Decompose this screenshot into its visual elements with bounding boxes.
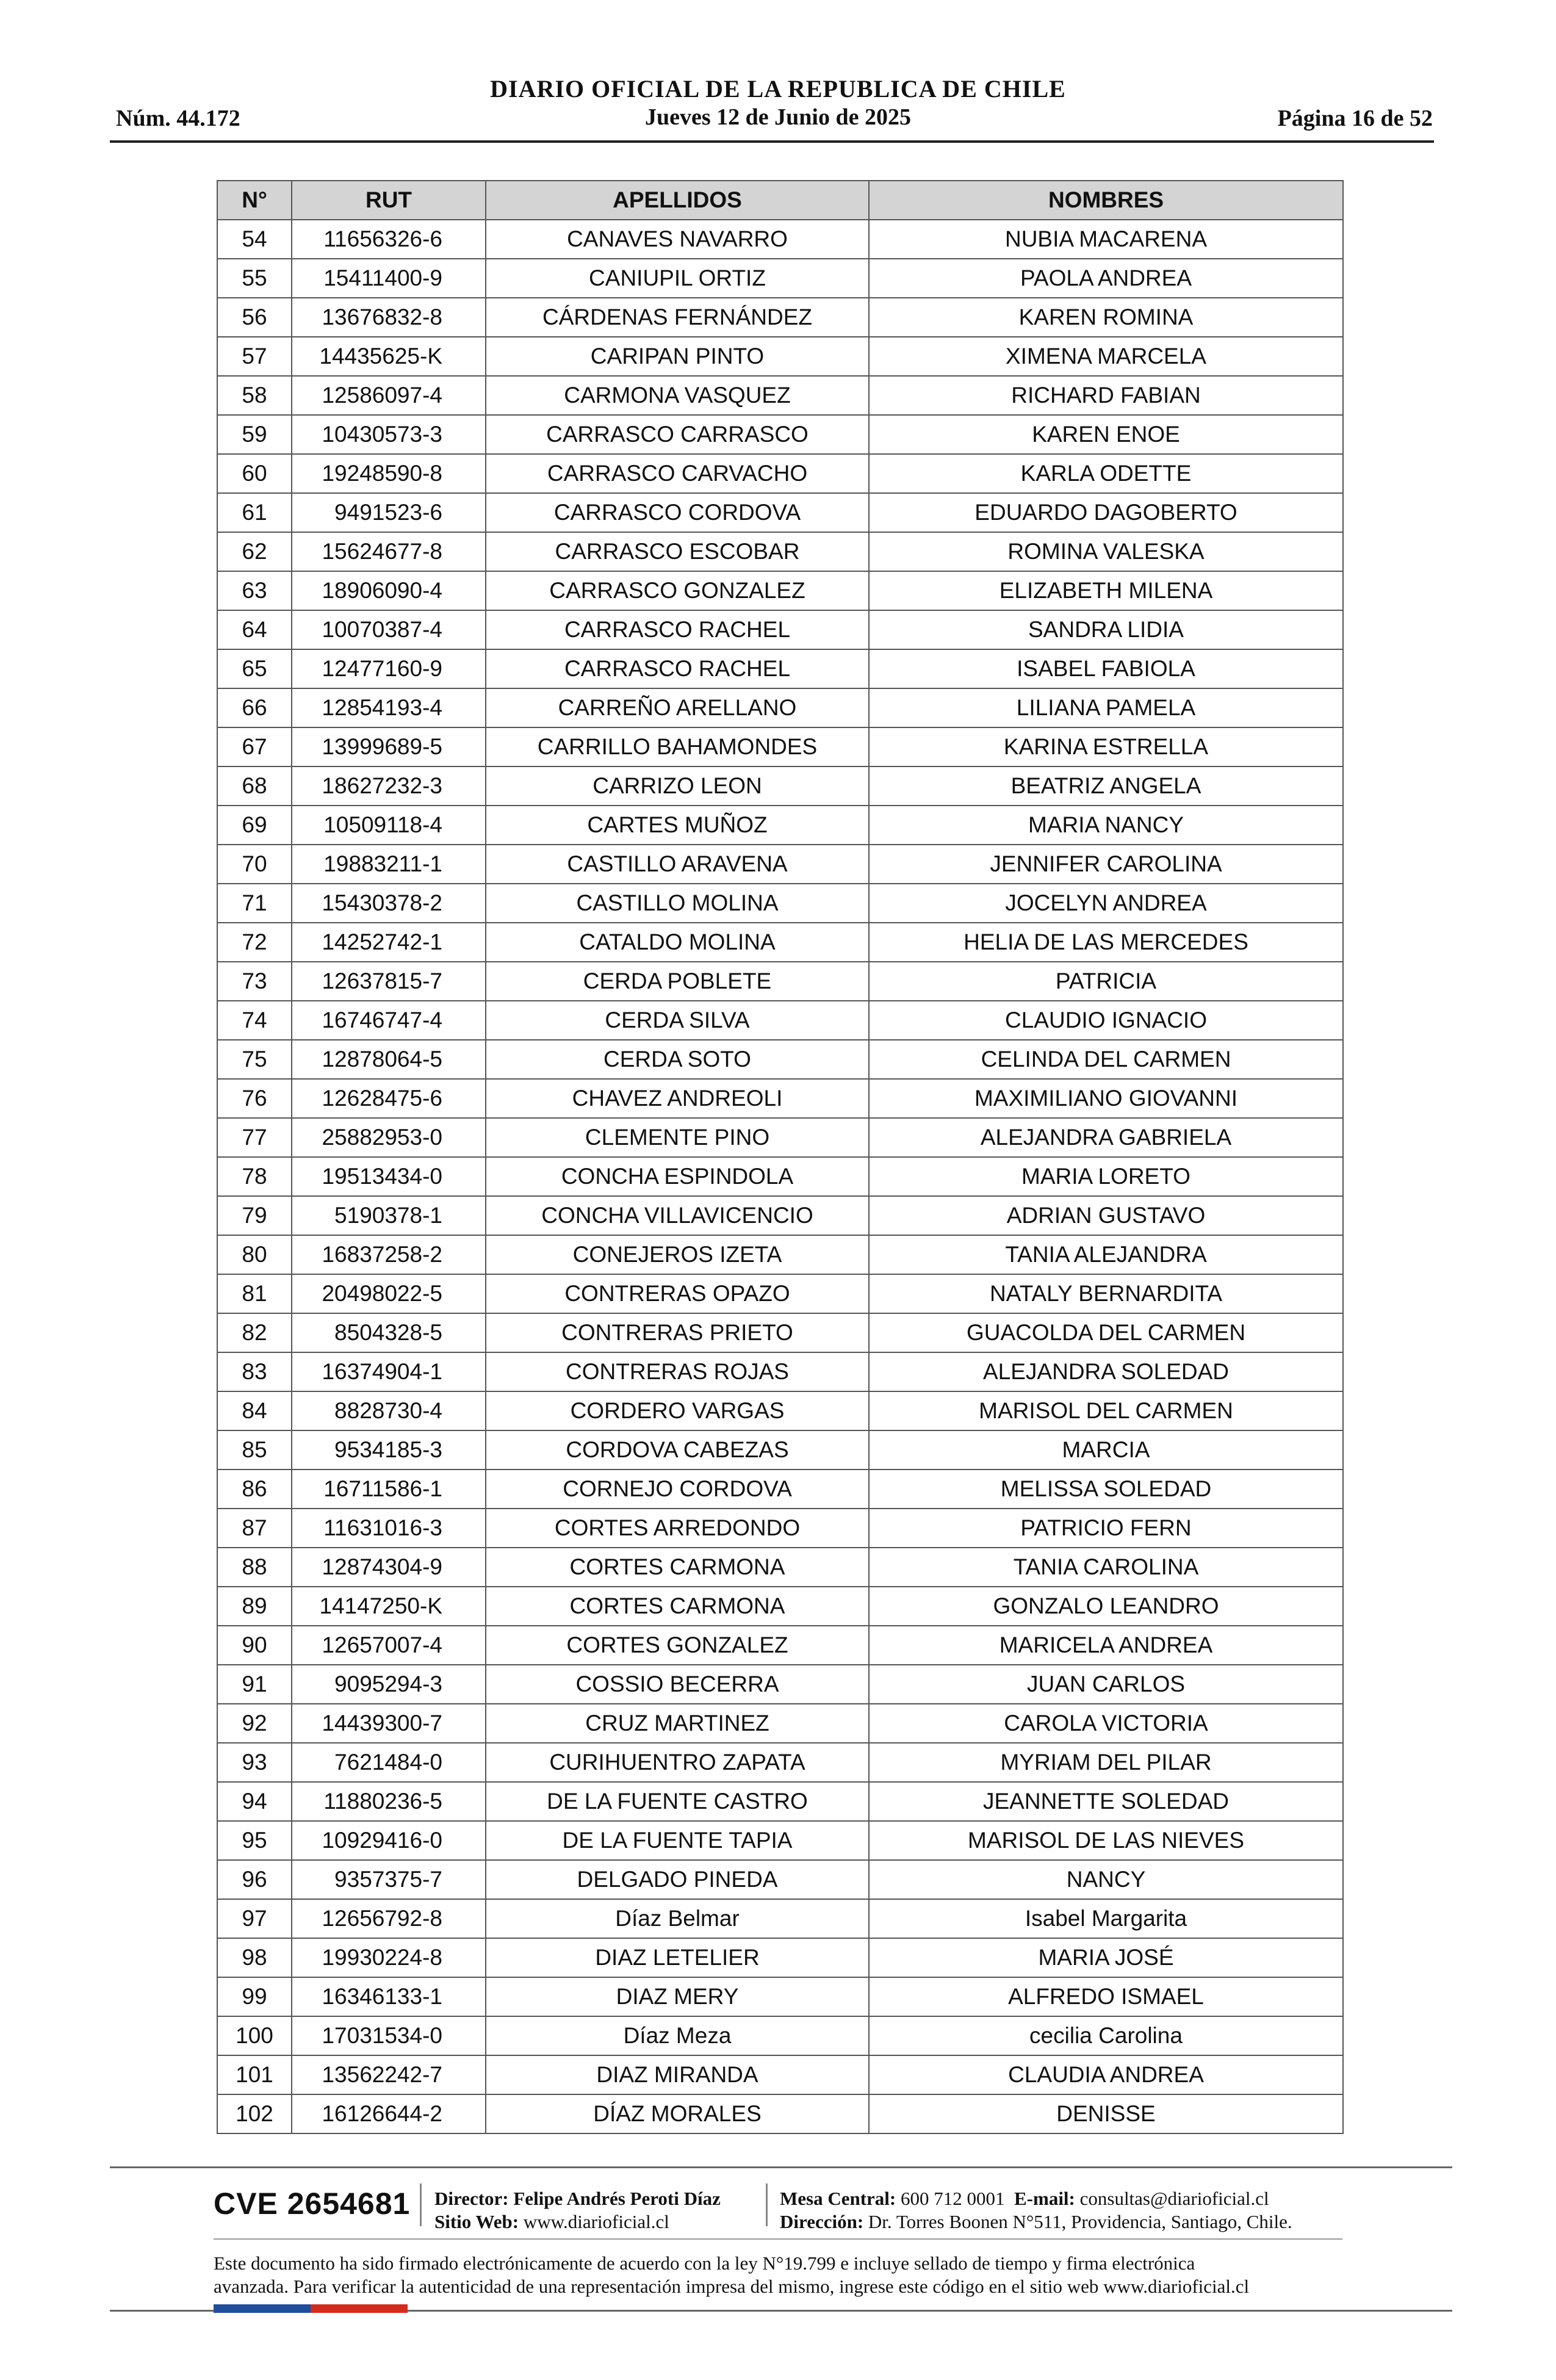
cell-apellidos: CANIUPIL ORTIZ [486,259,869,298]
cell-nombres: PATRICIO FERN [869,1509,1343,1548]
cell-nombres: PATRICIA [869,962,1343,1001]
cell-rut: 10929416-0 [292,1821,486,1860]
cell-apellidos: Díaz Meza [486,2016,869,2055]
cell-rut: 15411400-9 [292,259,486,298]
cell-number: 84 [217,1391,292,1430]
cell-nombres: CLAUDIA ANDREA [869,2055,1343,2094]
cell-apellidos: CASTILLO ARAVENA [486,845,869,884]
column-header-number: N° [217,181,292,220]
cell-apellidos: CARREÑO ARELLANO [486,688,869,727]
cell-rut: 7621484-0 [292,1743,486,1782]
table-row [217,1587,1343,1626]
cell-rut: 13999689-5 [292,727,486,766]
table-row [217,806,1343,845]
table-row [217,1977,1343,2016]
cell-number: 97 [217,1899,292,1938]
cell-apellidos: CERDA POBLETE [486,962,869,1001]
column-header-apellidos: APELLIDOS [486,181,869,220]
cell-number: 71 [217,884,292,923]
header-rule [110,140,1434,143]
cell-nombres: ISABEL FABIOLA [869,649,1343,688]
cell-rut: 16746747-4 [292,1001,486,1040]
cell-number: 80 [217,1235,292,1274]
cell-apellidos: CONEJEROS IZETA [486,1235,869,1274]
cell-nombres: MARISOL DEL CARMEN [869,1391,1343,1430]
phone-label: Mesa Central: [780,2188,896,2209]
cell-rut: 12586097-4 [292,376,486,415]
cell-nombres: KAREN ROMINA [869,298,1343,337]
cell-nombres: CLAUDIO IGNACIO [869,1001,1343,1040]
cell-apellidos: CARRASCO GONZALEZ [486,571,869,610]
publication-title: DIARIO OFICIAL DE LA REPUBLICA DE CHILE [490,75,1066,103]
director-name: Felipe Andrés Peroti Díaz [513,2188,721,2209]
phone-value: 600 712 0001 [901,2188,1005,2209]
table-row [217,1938,1343,1977]
cell-number: 98 [217,1938,292,1977]
web-link[interactable]: www.diarioficial.cl [523,2211,669,2232]
cell-apellidos: CÁRDENAS FERNÁNDEZ [486,298,869,337]
cell-rut: 14435625-K [292,337,486,376]
cell-nombres: MARICELA ANDREA [869,1626,1343,1665]
cell-rut: 15430378-2 [292,884,486,923]
cell-number: 74 [217,1001,292,1040]
cell-number: 69 [217,806,292,845]
cell-nombres: LILIANA PAMELA [869,688,1343,727]
table-row [217,1899,1343,1938]
cell-apellidos: CONTRERAS ROJAS [486,1352,869,1391]
cell-nombres: MAXIMILIANO GIOVANNI [869,1079,1343,1118]
table-row [217,1391,1343,1430]
cell-rut: 19930224-8 [292,1938,486,1977]
publication-date: Jueves 12 de Junio de 2025 [645,104,911,130]
cell-apellidos: CARRASCO CARVACHO [486,454,869,493]
cell-number: 85 [217,1430,292,1469]
table-row [217,1001,1343,1040]
notice-line: Este documento ha sido firmado electrónicamente de acuerdo con la ley N°19.799 e incluye sellado de tiempo y firma electrónica [214,2252,1195,2274]
cell-number: 67 [217,727,292,766]
cell-number: 61 [217,493,292,532]
cell-nombres: ALFREDO ISMAEL [869,1977,1343,2016]
cell-apellidos: CARRASCO ESCOBAR [486,532,869,571]
table-body [217,220,1343,2133]
cell-apellidos: CORTES ARREDONDO [486,1509,869,1548]
notice-line: avanzada. Para verificar la autenticidad de una representación impresa del mismo, ingrese este código en el sitio web www.diarioficial.cl [214,2276,1250,2297]
cell-nombres: JEANNETTE SOLEDAD [869,1782,1343,1821]
cell-apellidos: CLEMENTE PINO [486,1118,869,1157]
table-header-row [217,181,1343,220]
cell-nombres: JENNIFER CAROLINA [869,845,1343,884]
table-row [217,1274,1343,1313]
table-row [217,1352,1343,1391]
data-table [217,180,1344,2134]
cell-number: 63 [217,571,292,610]
table-row [217,337,1343,376]
cell-number: 79 [217,1196,292,1235]
cell-apellidos: DIAZ LETELIER [486,1938,869,1977]
cell-nombres: MARISOL DE LAS NIEVES [869,1821,1343,1860]
cell-rut: 12656792-8 [292,1899,486,1938]
cell-rut: 10070387-4 [292,610,486,649]
footer-separator [420,2183,422,2226]
cell-rut: 18906090-4 [292,571,486,610]
table-row [217,2016,1343,2055]
registry-table [217,180,1342,2134]
cell-apellidos: CASTILLO MOLINA [486,884,869,923]
cell-nombres: EDUARDO DAGOBERTO [869,493,1343,532]
cell-number: 64 [217,610,292,649]
cell-rut: 13676832-8 [292,298,486,337]
cell-nombres: MARIA NANCY [869,806,1343,845]
cell-number: 66 [217,688,292,727]
cell-number: 73 [217,962,292,1001]
cell-number: 95 [217,1821,292,1860]
cell-rut: 20498022-5 [292,1274,486,1313]
cell-rut: 18627232-3 [292,766,486,806]
cell-rut: 12878064-5 [292,1040,486,1079]
table-row [217,259,1343,298]
contact-info [780,2187,1292,2234]
cell-apellidos: DIAZ MERY [486,1977,869,2016]
table-row [217,1509,1343,1548]
cell-apellidos: CATALDO MOLINA [486,923,869,962]
cell-number: 70 [217,845,292,884]
cell-apellidos: DELGADO PINEDA [486,1860,869,1899]
footer-top-rule [110,2166,1452,2168]
cell-nombres: NUBIA MACARENA [869,220,1343,259]
cell-rut: 9534185-3 [292,1430,486,1469]
cell-number: 96 [217,1860,292,1899]
cell-nombres: RICHARD FABIAN [869,376,1343,415]
cell-rut: 14439300-7 [292,1704,486,1743]
cell-apellidos: CURIHUENTRO ZAPATA [486,1743,869,1782]
table-row [217,1469,1343,1509]
email-label: E-mail: [1014,2188,1075,2209]
cell-number: 72 [217,923,292,962]
cell-apellidos: CERDA SILVA [486,1001,869,1040]
cell-apellidos: CORDERO VARGAS [486,1391,869,1430]
email-link[interactable]: consultas@diarioficial.cl [1079,2188,1269,2209]
table-row [217,1118,1343,1157]
cell-nombres: CELINDA DEL CARMEN [869,1040,1343,1079]
cell-number: 78 [217,1157,292,1196]
footer-mid-rule [214,2238,1342,2240]
cell-apellidos: CORNEJO CORDOVA [486,1469,869,1509]
page-number: Página 16 de 52 [1277,106,1433,131]
cell-number: 83 [217,1352,292,1391]
table-row [217,220,1343,259]
cell-number: 89 [217,1587,292,1626]
cell-number: 88 [217,1548,292,1587]
table-row [217,1196,1343,1235]
cell-rut: 17031534-0 [292,2016,486,2055]
footer-separator [766,2183,768,2226]
cell-rut: 16837258-2 [292,1235,486,1274]
cell-nombres: MARCIA [869,1430,1343,1469]
cell-nombres: XIMENA MARCELA [869,337,1343,376]
cell-number: 68 [217,766,292,806]
cell-apellidos: CERDA SOTO [486,1040,869,1079]
cell-number: 87 [217,1509,292,1548]
cell-apellidos: CONTRERAS PRIETO [486,1313,869,1352]
page-footer [0,2160,1556,2380]
cell-number: 90 [217,1626,292,1665]
cell-nombres: GONZALO LEANDRO [869,1587,1343,1626]
table-row [217,610,1343,649]
cell-number: 93 [217,1743,292,1782]
cell-apellidos: CARRASCO CARRASCO [486,415,869,454]
cell-rut: 12628475-6 [292,1079,486,1118]
table-row [217,845,1343,884]
cell-apellidos: CARRIZO LEON [486,766,869,806]
table-row [217,1626,1343,1665]
cell-nombres: HELIA DE LAS MERCEDES [869,923,1343,962]
cell-apellidos: CONTRERAS OPAZO [486,1274,869,1313]
table-row [217,884,1343,923]
table-row [217,2055,1343,2094]
cell-nombres: MARIA LORETO [869,1157,1343,1196]
cell-rut: 19513434-0 [292,1157,486,1196]
table-row [217,2094,1343,2133]
cell-nombres: ADRIAN GUSTAVO [869,1196,1343,1235]
cell-nombres: KAREN ENOE [869,415,1343,454]
signature-notice [214,2252,1373,2298]
table-row [217,493,1343,532]
cell-number: 59 [217,415,292,454]
cell-nombres: KARLA ODETTE [869,454,1343,493]
table-row [217,415,1343,454]
table-row [217,1860,1343,1899]
cell-rut: 16126644-2 [292,2094,486,2133]
cell-rut: 14147250-K [292,1587,486,1626]
cell-number: 94 [217,1782,292,1821]
cell-number: 86 [217,1469,292,1509]
cell-rut: 14252742-1 [292,923,486,962]
director-label: Director: [434,2188,509,2209]
table-row [217,1079,1343,1118]
table-row [217,1821,1343,1860]
cell-number: 75 [217,1040,292,1079]
cell-apellidos: CORTES CARMONA [486,1548,869,1587]
cell-nombres: BEATRIZ ANGELA [869,766,1343,806]
table-row [217,1040,1343,1079]
cell-rut: 12657007-4 [292,1626,486,1665]
cve-code: CVE 2654681 [214,2187,411,2221]
cell-rut: 25882953-0 [292,1118,486,1157]
table-row [217,962,1343,1001]
cell-rut: 9491523-6 [292,493,486,532]
address-label: Dirección: [780,2211,864,2232]
cell-rut: 15624677-8 [292,532,486,571]
address-value: Dr. Torres Boonen N°511, Providencia, Santiago, Chile. [868,2211,1292,2232]
cell-nombres: ALEJANDRA GABRIELA [869,1118,1343,1157]
cell-nombres: Isabel Margarita [869,1899,1343,1938]
cell-rut: 12477160-9 [292,649,486,688]
table-row [217,727,1343,766]
cell-apellidos: CORTES CARMONA [486,1587,869,1626]
cell-apellidos: CARIPAN PINTO [486,337,869,376]
table-row [217,688,1343,727]
cell-apellidos: DE LA FUENTE TAPIA [486,1821,869,1860]
cell-apellidos: CONCHA VILLAVICENCIO [486,1196,869,1235]
cell-nombres: KARINA ESTRELLA [869,727,1343,766]
cell-rut: 12854193-4 [292,688,486,727]
cell-apellidos: CORTES GONZALEZ [486,1626,869,1665]
cell-number: 92 [217,1704,292,1743]
cell-nombres: MELISSA SOLEDAD [869,1469,1343,1509]
cell-rut: 10509118-4 [292,806,486,845]
cell-nombres: TANIA CAROLINA [869,1548,1343,1587]
column-header-nombres: NOMBRES [869,181,1343,220]
cell-nombres: NATALY BERNARDITA [869,1274,1343,1313]
cell-apellidos: DIAZ MIRANDA [486,2055,869,2094]
cell-nombres: GUACOLDA DEL CARMEN [869,1313,1343,1352]
cell-number: 102 [217,2094,292,2133]
table-row [217,1548,1343,1587]
cell-rut: 11656326-6 [292,220,486,259]
cell-apellidos: COSSIO BECERRA [486,1665,869,1704]
cell-nombres: CAROLA VICTORIA [869,1704,1343,1743]
cell-number: 62 [217,532,292,571]
table-row [217,1782,1343,1821]
cell-nombres: DENISSE [869,2094,1343,2133]
cell-number: 56 [217,298,292,337]
table-row [217,1157,1343,1196]
cell-rut: 11880236-5 [292,1782,486,1821]
cell-apellidos: CARMONA VASQUEZ [486,376,869,415]
table-row [217,571,1343,610]
cell-nombres: SANDRA LIDIA [869,610,1343,649]
table-row [217,1704,1343,1743]
director-info [434,2187,721,2234]
cell-rut: 12874304-9 [292,1548,486,1587]
cell-apellidos: CONCHA ESPINDOLA [486,1157,869,1196]
page-header [0,0,1556,146]
table-row [217,376,1343,415]
cell-rut: 8828730-4 [292,1391,486,1430]
cell-number: 82 [217,1313,292,1352]
cell-nombres: ALEJANDRA SOLEDAD [869,1352,1343,1391]
cell-nombres: JUAN CARLOS [869,1665,1343,1704]
cell-nombres: MARIA JOSÉ [869,1938,1343,1977]
cell-number: 99 [217,1977,292,2016]
cell-number: 101 [217,2055,292,2094]
cell-nombres: MYRIAM DEL PILAR [869,1743,1343,1782]
cell-number: 81 [217,1274,292,1313]
cell-number: 54 [217,220,292,259]
column-header-rut: RUT [292,181,486,220]
table-row [217,454,1343,493]
cell-rut: 11631016-3 [292,1509,486,1548]
cell-apellidos: CARRASCO CORDOVA [486,493,869,532]
cell-nombres: cecilia Carolina [869,2016,1343,2055]
cell-apellidos: CARTES MUÑOZ [486,806,869,845]
cell-number: 55 [217,259,292,298]
cell-apellidos: DÍAZ MORALES [486,2094,869,2133]
cell-number: 76 [217,1079,292,1118]
flag-blue-segment [214,2304,311,2313]
cell-nombres: JOCELYN ANDREA [869,884,1343,923]
cell-apellidos: CHAVEZ ANDREOLI [486,1079,869,1118]
cell-number: 77 [217,1118,292,1157]
cell-rut: 12637815-7 [292,962,486,1001]
table-row [217,1665,1343,1704]
web-label: Sitio Web: [434,2211,519,2232]
cell-apellidos: CARRILLO BAHAMONDES [486,727,869,766]
table-row [217,1743,1343,1782]
cell-nombres: NANCY [869,1860,1343,1899]
cell-rut: 19248590-8 [292,454,486,493]
cell-number: 60 [217,454,292,493]
cell-apellidos: CARRASCO RACHEL [486,649,869,688]
table-row [217,532,1343,571]
cell-rut: 9095294-3 [292,1665,486,1704]
cell-number: 57 [217,337,292,376]
issue-number: Núm. 44.172 [116,106,240,131]
table-row [217,1235,1343,1274]
table-row [217,766,1343,806]
cell-nombres: ROMINA VALESKA [869,532,1343,571]
cell-rut: 16346133-1 [292,1977,486,2016]
table-row [217,649,1343,688]
cell-rut: 16711586-1 [292,1469,486,1509]
table-row [217,298,1343,337]
cell-apellidos: CARRASCO RACHEL [486,610,869,649]
cell-apellidos: CORDOVA CABEZAS [486,1430,869,1469]
cell-number: 65 [217,649,292,688]
cell-rut: 16374904-1 [292,1352,486,1391]
table-row [217,1430,1343,1469]
cell-rut: 8504328-5 [292,1313,486,1352]
cell-number: 58 [217,376,292,415]
cell-rut: 5190378-1 [292,1196,486,1235]
cell-apellidos: Díaz Belmar [486,1899,869,1938]
table-row [217,1313,1343,1352]
flag-stripe [214,2304,408,2313]
cell-rut: 9357375-7 [292,1860,486,1899]
cell-apellidos: CANAVES NAVARRO [486,220,869,259]
table-row [217,923,1343,962]
cell-rut: 13562242-7 [292,2055,486,2094]
cell-number: 91 [217,1665,292,1704]
cell-rut: 10430573-3 [292,415,486,454]
cell-nombres: ELIZABETH MILENA [869,571,1343,610]
cell-rut: 19883211-1 [292,845,486,884]
cell-apellidos: CRUZ MARTINEZ [486,1704,869,1743]
flag-red-segment [311,2304,408,2313]
cell-apellidos: DE LA FUENTE CASTRO [486,1782,869,1821]
cell-nombres: PAOLA ANDREA [869,259,1343,298]
cell-number: 100 [217,2016,292,2055]
cell-nombres: TANIA ALEJANDRA [869,1235,1343,1274]
